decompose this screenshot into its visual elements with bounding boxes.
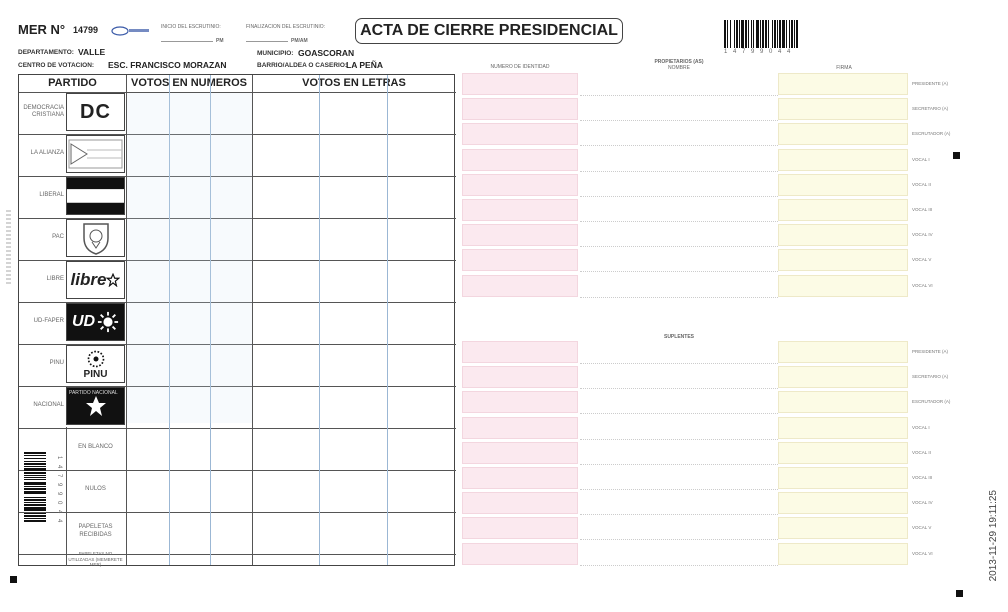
side-fine-print <box>6 210 11 285</box>
finalizacion-suffix: PM/AM <box>291 38 308 44</box>
role-label: VOCAL IV <box>912 232 933 238</box>
role-label: PRESIDENTE (A) <box>912 81 949 86</box>
role-label: PRESIDENTE (A) <box>912 349 949 354</box>
nombre-line <box>580 464 778 465</box>
identidad-field[interactable] <box>462 366 578 388</box>
centro-value: ESC. FRANCISCO MORAZAN <box>108 60 227 70</box>
pinu-logo-text: PINU <box>83 368 108 380</box>
firma-field[interactable] <box>778 543 908 565</box>
role-label: ESCRUTADOR (A) <box>912 131 951 137</box>
party-name: NACIONAL <box>33 402 64 409</box>
party-name: PINU <box>49 360 64 367</box>
departamento-label: DEPARTAMENTO: <box>18 49 74 56</box>
role-label: VOCAL III <box>912 475 933 480</box>
star-icon <box>106 273 120 287</box>
libre-logo-text: libre <box>70 270 107 289</box>
numeros-cells <box>127 93 252 423</box>
summary-label: PAPELETAS NO UTILIZADAS (MEMBRETE MER) <box>68 550 123 568</box>
firma-field[interactable] <box>778 123 908 145</box>
propietarios-title: PROPIETARIOS (AS) <box>654 59 704 65</box>
nombre-line <box>580 413 778 414</box>
summary-label: EN BLANCO <box>78 444 113 451</box>
nombre-line <box>580 439 778 440</box>
party-logo <box>66 177 125 215</box>
municipio-value: GOASCORAN <box>298 48 355 58</box>
role-label: VOCAL I <box>912 424 930 430</box>
acta-title: ACTA DE CIERRE PRESIDENCIAL <box>355 18 623 44</box>
nombre-line <box>580 171 778 172</box>
firma-field[interactable] <box>778 174 908 196</box>
role-label: VOCAL VI <box>912 282 933 288</box>
identidad-field[interactable] <box>462 149 578 171</box>
alignment-mark <box>956 590 963 597</box>
identidad-field[interactable] <box>462 123 578 145</box>
identidad-field[interactable] <box>462 467 578 489</box>
nombre-line <box>580 539 778 540</box>
party-logo <box>66 93 125 131</box>
nombre-line <box>580 363 778 364</box>
col-numeros-header: VOTOS EN NUMEROS <box>131 77 247 89</box>
nombre-line <box>580 120 778 121</box>
nombre-line <box>580 271 778 272</box>
role-label: VOCAL VI <box>912 550 933 556</box>
role-label: ESCRUTADOR (A) <box>912 399 951 405</box>
identidad-field[interactable] <box>462 341 578 363</box>
firma-header: FIRMA <box>836 65 852 71</box>
identidad-field[interactable] <box>462 174 578 196</box>
identidad-field[interactable] <box>462 199 578 221</box>
column-divider <box>252 75 253 565</box>
municipio-label: MUNICIPIO: <box>257 50 294 57</box>
sun-icon <box>97 311 119 333</box>
dc-logo-text: DC <box>80 100 111 123</box>
party-logo <box>66 345 125 383</box>
party-name: UD-FAPER <box>33 318 64 325</box>
inicio-suffix: PM <box>216 38 224 44</box>
nombre-line <box>580 145 778 146</box>
firma-field[interactable] <box>778 199 908 221</box>
role-label: VOCAL IV <box>912 500 933 506</box>
firma-field[interactable] <box>778 98 908 120</box>
ud-logo-text: UD <box>71 313 96 330</box>
column-divider <box>387 75 388 565</box>
summary-label: PAPELETAS RECIBIDAS <box>78 524 113 538</box>
summary-label: NULOS <box>85 486 106 493</box>
finalizacion-line <box>246 41 288 42</box>
party-logo <box>66 135 125 173</box>
identidad-field[interactable] <box>462 275 578 297</box>
role-label: VOCAL V <box>912 525 932 531</box>
identidad-field[interactable] <box>462 98 578 120</box>
nombre-line <box>580 95 778 96</box>
role-label: VOCAL II <box>912 181 931 187</box>
pinu-emblem-icon <box>86 349 106 369</box>
nombre-line <box>580 514 778 515</box>
nombre-line <box>580 246 778 247</box>
firma-field[interactable] <box>778 249 908 271</box>
role-label: VOCAL II <box>912 449 931 455</box>
party-logo <box>66 261 125 299</box>
suplentes-title: SUPLENTES <box>663 334 694 340</box>
party-name: LIBERAL <box>39 192 64 199</box>
party-name: LA ALIANZA <box>30 150 64 157</box>
firma-field[interactable] <box>778 467 908 489</box>
firma-field[interactable] <box>778 149 908 171</box>
departamento-value: VALLE <box>78 47 106 57</box>
barrio-label: BARRIO/ALDEA O CASERIO: <box>257 62 348 69</box>
column-divider <box>319 75 320 565</box>
inicio-line <box>161 41 213 42</box>
star-icon <box>84 394 108 418</box>
nombre-line <box>580 297 778 298</box>
firma-field[interactable] <box>778 366 908 388</box>
nombre-header: NOMBRE <box>668 65 690 71</box>
nombre-line <box>580 565 778 566</box>
identidad-field[interactable] <box>462 517 578 539</box>
role-label: VOCAL V <box>912 257 932 263</box>
firma-field[interactable] <box>778 341 908 363</box>
identidad-field[interactable] <box>462 224 578 246</box>
firma-field[interactable] <box>778 391 908 413</box>
nombre-line <box>580 221 778 222</box>
barrio-value: LA PEÑA <box>346 60 383 70</box>
identidad-field[interactable] <box>462 442 578 464</box>
col-partido-header: PARTIDO <box>48 77 97 89</box>
identidad-field[interactable] <box>462 249 578 271</box>
mer-number: 14799 <box>73 25 99 35</box>
nombre-line <box>580 388 778 389</box>
role-label: SECRETARIO (A) <box>912 374 949 380</box>
nombre-line <box>580 196 778 197</box>
tse-logo <box>110 24 152 36</box>
side-barcode <box>24 452 54 546</box>
role-label: SECRETARIO (A) <box>912 106 949 112</box>
header-barcode: 1 4 7 9 9 0 4 4 <box>724 20 799 55</box>
party-name: PAC <box>52 234 64 241</box>
firma-field[interactable] <box>778 417 908 439</box>
alignment-mark <box>10 576 17 583</box>
liberal-flag-icon <box>67 177 124 215</box>
identidad-field[interactable] <box>462 391 578 413</box>
pac-shield-icon <box>78 220 114 256</box>
firma-field[interactable] <box>778 442 908 464</box>
centro-label: CENTRO DE VOTACION: <box>18 62 95 69</box>
nombre-line <box>580 489 778 490</box>
firma-field[interactable] <box>778 224 908 246</box>
firma-field[interactable] <box>778 73 908 95</box>
identidad-field[interactable] <box>462 73 578 95</box>
alianza-icon <box>67 136 124 172</box>
party-logo <box>66 303 125 341</box>
firma-field[interactable] <box>778 492 908 514</box>
scan-timestamp: 2013-11-29 19:11:25 <box>988 490 999 582</box>
party-name: DEMOCRACIA CRISTIANA <box>23 104 64 118</box>
side-barcode-digits: 1 4 7 9 9 0 4 4 <box>56 456 62 525</box>
party-logo <box>66 219 125 257</box>
firma-field[interactable] <box>778 517 908 539</box>
finalizacion-label: FINALIZACION DEL ESCRUTINIO: <box>246 24 325 30</box>
role-label: VOCAL I <box>912 156 930 162</box>
party-logo <box>66 387 125 425</box>
numero-identidad-header: NUMERO DE IDENTIDAD <box>490 64 550 70</box>
inicio-label: INICIO DEL ESCRUTINIO: <box>161 24 221 30</box>
firma-field[interactable] <box>778 275 908 297</box>
alignment-mark <box>953 152 960 159</box>
col-letras-header: VOTOS EN LETRAS <box>302 77 406 89</box>
mer-label: MER N° <box>18 22 66 37</box>
identidad-field[interactable] <box>462 492 578 514</box>
nacional-logo-text: PARTIDO NACIONAL <box>69 390 118 396</box>
party-name: LIBRE <box>46 276 64 283</box>
role-label: VOCAL III <box>912 207 933 212</box>
identidad-field[interactable] <box>462 543 578 565</box>
identidad-field[interactable] <box>462 417 578 439</box>
